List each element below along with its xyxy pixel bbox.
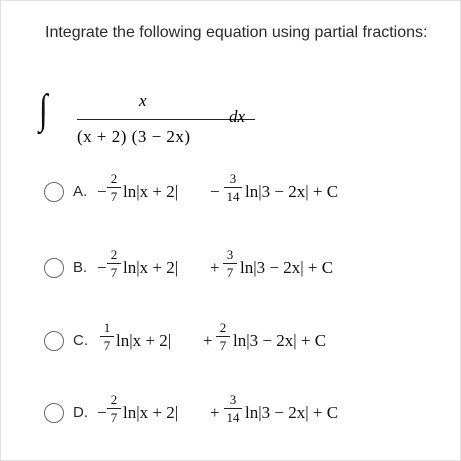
option-b-frac1-bar	[107, 263, 121, 264]
option-a-frac1	[107, 172, 121, 204]
integral-denominator: (x + 2) (3 − 2x)	[77, 127, 191, 146]
option-c-term1: ln|x + 2|	[116, 331, 172, 350]
option-d-radio[interactable]	[44, 403, 64, 423]
option-c-frac2-den: 7	[219, 338, 227, 353]
option-d-frac2	[224, 393, 242, 425]
option-a-lead-sign: −	[97, 182, 107, 201]
option-b-frac2	[223, 248, 237, 280]
option-b-term2: ln|3 − 2x| + C	[240, 258, 334, 277]
option-c-frac2-num: 2	[219, 320, 227, 335]
option-c-term2: ln|3 − 2x| + C	[233, 331, 327, 350]
option-d-frac1-num: 2	[110, 392, 118, 407]
option-c-letter: C.	[73, 332, 88, 349]
option-a-term1: ln|x + 2|	[123, 182, 179, 201]
integral-numerator: x	[139, 91, 147, 110]
option-a-frac1-bar	[107, 187, 121, 188]
option-b-frac1	[107, 248, 121, 280]
option-c-frac2-bar	[216, 336, 230, 337]
option-d-frac2-num: 3	[229, 392, 237, 407]
option-a-mid-sign: −	[210, 182, 220, 201]
option-d-frac2-den: 14	[226, 410, 240, 425]
option-a-radio[interactable]	[44, 182, 64, 202]
option-d-frac2-bar	[224, 408, 242, 409]
option-a-frac2	[224, 172, 242, 204]
option-d-term1: ln|x + 2|	[123, 403, 179, 422]
integral-sign: ∫	[39, 87, 48, 133]
option-c-mid-sign: +	[203, 331, 213, 350]
option-a-frac2-bar	[224, 187, 242, 188]
option-d-letter: D.	[73, 404, 88, 421]
option-d-lead-sign: −	[97, 403, 107, 422]
option-c-frac2	[216, 321, 230, 353]
option-d-frac1	[107, 393, 121, 425]
option-d[interactable]	[44, 392, 444, 443]
option-c-radio[interactable]	[44, 331, 64, 351]
option-d-frac1-den: 7	[110, 410, 118, 425]
question-text: Integrate the following equation using partial fractions:	[45, 24, 428, 41]
option-a-frac1-num: 2	[110, 171, 118, 186]
option-b-radio[interactable]	[44, 258, 64, 278]
option-b-frac1-num: 2	[110, 247, 118, 262]
option-a-frac2-num: 3	[229, 171, 237, 186]
option-b-lead-sign: −	[97, 258, 107, 277]
option-d-term2: ln|3 − 2x| + C	[245, 403, 339, 422]
option-a-letter: A.	[73, 183, 88, 200]
option-a-frac2-den: 14	[226, 189, 240, 204]
option-b-frac2-den: 7	[226, 265, 234, 280]
option-c-frac1-num: 1	[103, 320, 111, 335]
option-c-frac1	[100, 321, 114, 353]
integral-expression	[39, 85, 299, 165]
option-b-mid-sign: +	[210, 258, 220, 277]
option-d-mid-sign: +	[210, 403, 220, 422]
option-b-term1: ln|x + 2|	[123, 258, 179, 277]
option-a[interactable]	[44, 171, 444, 222]
option-d-frac1-bar	[107, 408, 121, 409]
option-c[interactable]	[44, 320, 444, 371]
option-b-letter: B.	[73, 259, 88, 276]
integral-differential: dx	[229, 107, 246, 126]
option-a-frac1-den: 7	[110, 189, 118, 204]
option-b-frac2-bar	[223, 263, 237, 264]
option-b[interactable]	[44, 247, 444, 298]
option-a-term2: ln|3 − 2x| + C	[245, 182, 339, 201]
option-b-frac2-num: 3	[226, 247, 234, 262]
option-c-frac1-den: 7	[103, 338, 111, 353]
option-b-frac1-den: 7	[110, 265, 118, 280]
option-c-frac1-bar	[100, 336, 114, 337]
